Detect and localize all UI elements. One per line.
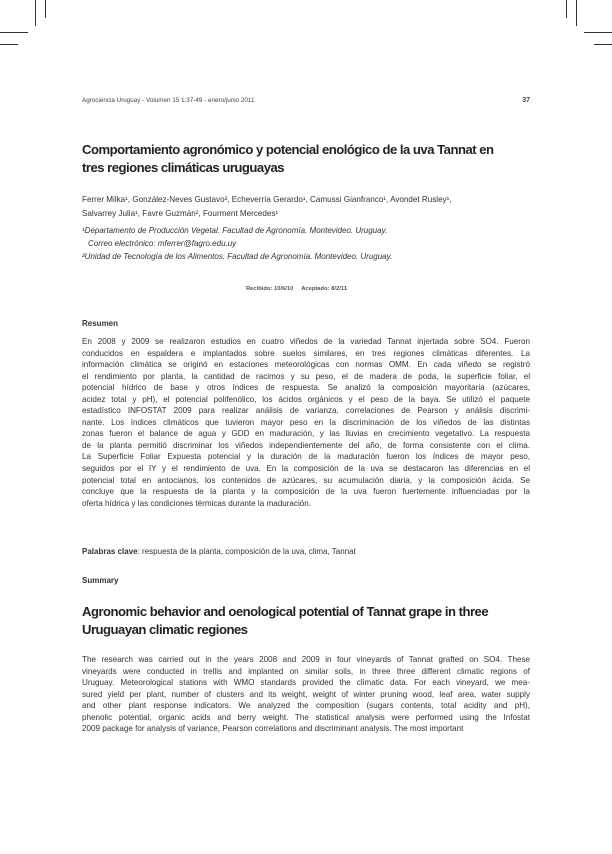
crop-mark — [594, 44, 612, 45]
text-line: el rendimiento por planta, la cantidad de racimos y su peso, el de madera de poda, la superficie foliar, el — [82, 371, 530, 381]
text-line: En 2008 y 2009 se realizaron estudios en cuatro viñedos de la variedad Tannat injertada sobre SO4. Fueron — [82, 337, 530, 346]
keywords — [82, 547, 356, 556]
text-line: oferta hídrica y las condiciones térmicas durante la maduración. — [82, 498, 311, 508]
crop-mark — [566, 0, 567, 18]
author-line: Ferrer Milka¹, González-Neves Gustavo², Echeverría Gerardo¹, Camussi Gianfranco¹, Avondet Rusley¹, — [82, 195, 452, 204]
text-line: and other plant response indicators. We analyzed the composition (sugars contents, total acidity and pH), — [82, 701, 530, 711]
title-line: Uruguayan climatic regiones — [82, 622, 248, 637]
summary-body — [82, 654, 530, 735]
author-line: Salvarrey Julia¹, Favre Guzmán², Fourment Mercedes¹ — [82, 209, 279, 218]
affiliation-2: ²Unidad de Tecnología de los Alimentos. Facultad de Agronomía. Montevideo. Uruguay. — [82, 252, 393, 261]
text-line: conducidos en espaldera e implantados sobre suelos similares, en tres regiones climáticas diferentes. La — [82, 348, 530, 358]
crop-mark — [576, 0, 577, 26]
text-line: 2009 package for analysis of variance, Pearson correlations and discriminant analysis. The most important — [82, 724, 464, 734]
text-line: nante. Los índices climáticos que tuvieron mayor peso en la discriminación de los viñedos de las distintas — [82, 417, 530, 427]
summary-heading: Summary — [82, 576, 119, 585]
title-line: tres regiones climáticas uruguayas — [82, 160, 285, 175]
running-header — [82, 97, 530, 104]
crop-mark — [0, 32, 28, 33]
text-line: acidez total y pH), el potencial polifenólico, los ácidos orgánicos y el peso de la baya. Se utilizó el paquete — [82, 394, 530, 404]
text-line: zonas fueron el balance de agua y GDD en maduración, y las lluvias en crecimiento vegetativo. La respuesta — [82, 429, 530, 439]
crop-mark — [0, 44, 18, 45]
resumen-body — [82, 336, 530, 509]
text-line: potencial hídrico de base y otros índices de respuesta. Se analizó la composición mayoritaria (azúcares, — [82, 383, 530, 393]
text-line: información climática se originó en estaciones meteorológicas con normas OMM. En cada viñedo se registró — [82, 360, 530, 370]
keywords-text: : respuesta de la planta, composición de la uva, clima, Tannat — [137, 547, 356, 556]
title-english — [82, 603, 522, 639]
text-line: Uruguay. Meteorological stations with WMO standards provided the climatic data. For each vineyard, we mea- — [82, 678, 530, 688]
journal-citation: Agrociencia Uruguay - Volumen 15 1:37-49 - enero/junio 2011 — [82, 97, 255, 104]
affiliations — [82, 224, 532, 263]
resumen-heading: Resumen — [82, 319, 119, 328]
text-line: potencial total en antocianos, los contenidos de azúcares, su acumulación diaria, y la composición ácida. Se — [82, 475, 530, 485]
crop-mark — [584, 32, 612, 33]
title-line: Agronomic behavior and oenological potential of Tannat grape in three — [82, 604, 489, 619]
page-number: 37 — [522, 97, 530, 104]
text-line: de la planta permitió discriminar los viñedos independientemente del año, de forma consistente con el clima. — [82, 440, 530, 450]
text-line: estadístico INFOSTAT 2009 para realizar análisis de varianza, correlaciones de Pearson y análisis discrimi- — [82, 406, 530, 416]
text-line: sured yield per plant, number of clusters and its weight, weight of winter pruning wood, leaf area, water supply — [82, 689, 530, 699]
title-line: Comportamiento agronómico y potencial enológico de la uva Tannat en — [82, 142, 494, 157]
keywords-label: Palabras clave — [82, 547, 138, 556]
text-line: La Superficie Foliar Expuesta potencial y la duración de la maduración fueron los índices de mayor peso, — [82, 452, 530, 462]
affiliation-1: ¹Departamento de Producción Vegetal. Facultad de Agronomía. Montevideo. Uruguay. — [82, 226, 388, 235]
crop-mark — [35, 0, 36, 26]
text-line: seguidos por el IY y el rendimiento de uva. En la composición de la uva se destacaron las diferencias en el — [82, 464, 530, 474]
text-line: vineyards were conducted in trellis and implanted on similar soils, in three three different climatic regions of — [82, 666, 530, 676]
text-line: The research was carried out in the years 2008 and 2009 in four vineyards of Tannat grafted on SO4. These — [82, 655, 530, 664]
text-line: concluye que la respuesta de la planta y la composición de la uva fueron fuertemente influenciadas por la — [82, 487, 530, 497]
crop-mark — [45, 0, 46, 18]
received-accepted-dates: Recibido: 10/6/10 Aceptado: 8/2/11 — [246, 286, 347, 292]
title-spanish — [82, 141, 522, 177]
author-list — [82, 193, 532, 221]
text-line: phenolic potential, organic acids and berry weight. The statistical analysis were performed using the Infostat — [82, 712, 530, 722]
author-email: Correo electrónico: mferrer@fagro.edu.uy — [88, 239, 237, 248]
